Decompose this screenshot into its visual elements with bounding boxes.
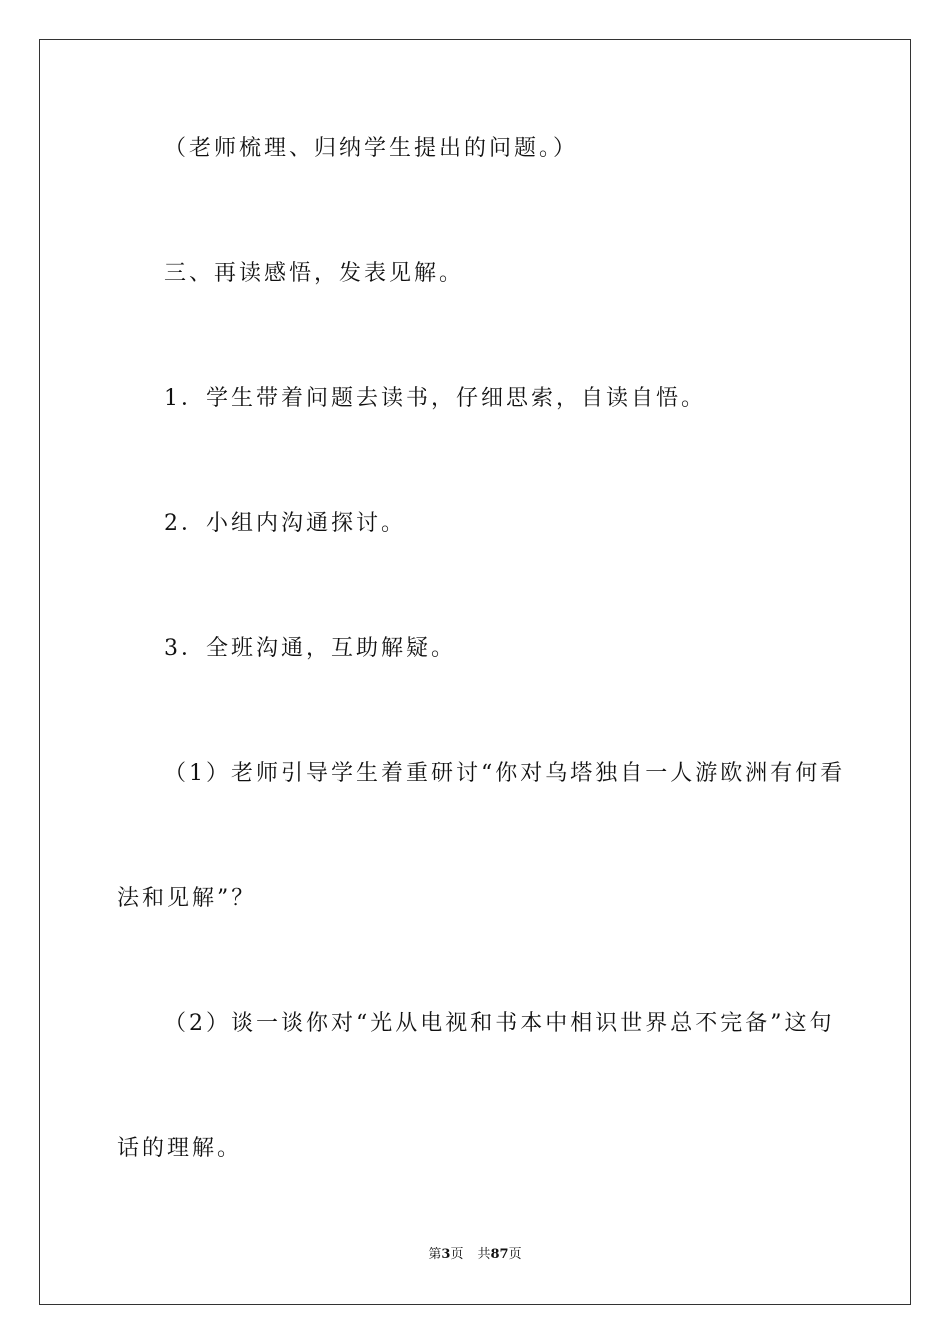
- footer-total-pages: 87: [490, 1247, 509, 1262]
- section-heading-three: 三、再读感悟，发表见解。: [164, 261, 465, 286]
- sub-item-1-line-2: 法和见解”？: [117, 886, 257, 911]
- list-item-3: 3．全班沟通，互助解疑。: [164, 636, 456, 661]
- footer-page-suffix: 页: [450, 1247, 464, 1262]
- list-item-1: 1．学生带着问题去读书，仔细思索，自读自悟。: [164, 386, 706, 411]
- sub-item-2-line-2: 话的理解。: [117, 1136, 243, 1161]
- paragraph-teacher-summary: （老师梳理、归纳学生提出的问题。）: [164, 136, 579, 161]
- footer-page-prefix: 第: [428, 1247, 442, 1262]
- page-frame: [39, 39, 911, 1305]
- sub-item-2-line-1: （2）谈一谈你对“光从电视和书本中相识世界总不完备”这句: [164, 1011, 835, 1036]
- footer-total-prefix: 共: [477, 1247, 491, 1262]
- list-item-2: 2．小组内沟通探讨。: [164, 511, 406, 536]
- sub-item-1-line-1: （1）老师引导学生着重研讨“你对乌塔独自一人游欧洲有何看: [164, 761, 846, 786]
- footer-total-suffix: 页: [508, 1247, 522, 1262]
- page-footer: [0, 1246, 950, 1264]
- footer-page-number: 3: [441, 1247, 451, 1262]
